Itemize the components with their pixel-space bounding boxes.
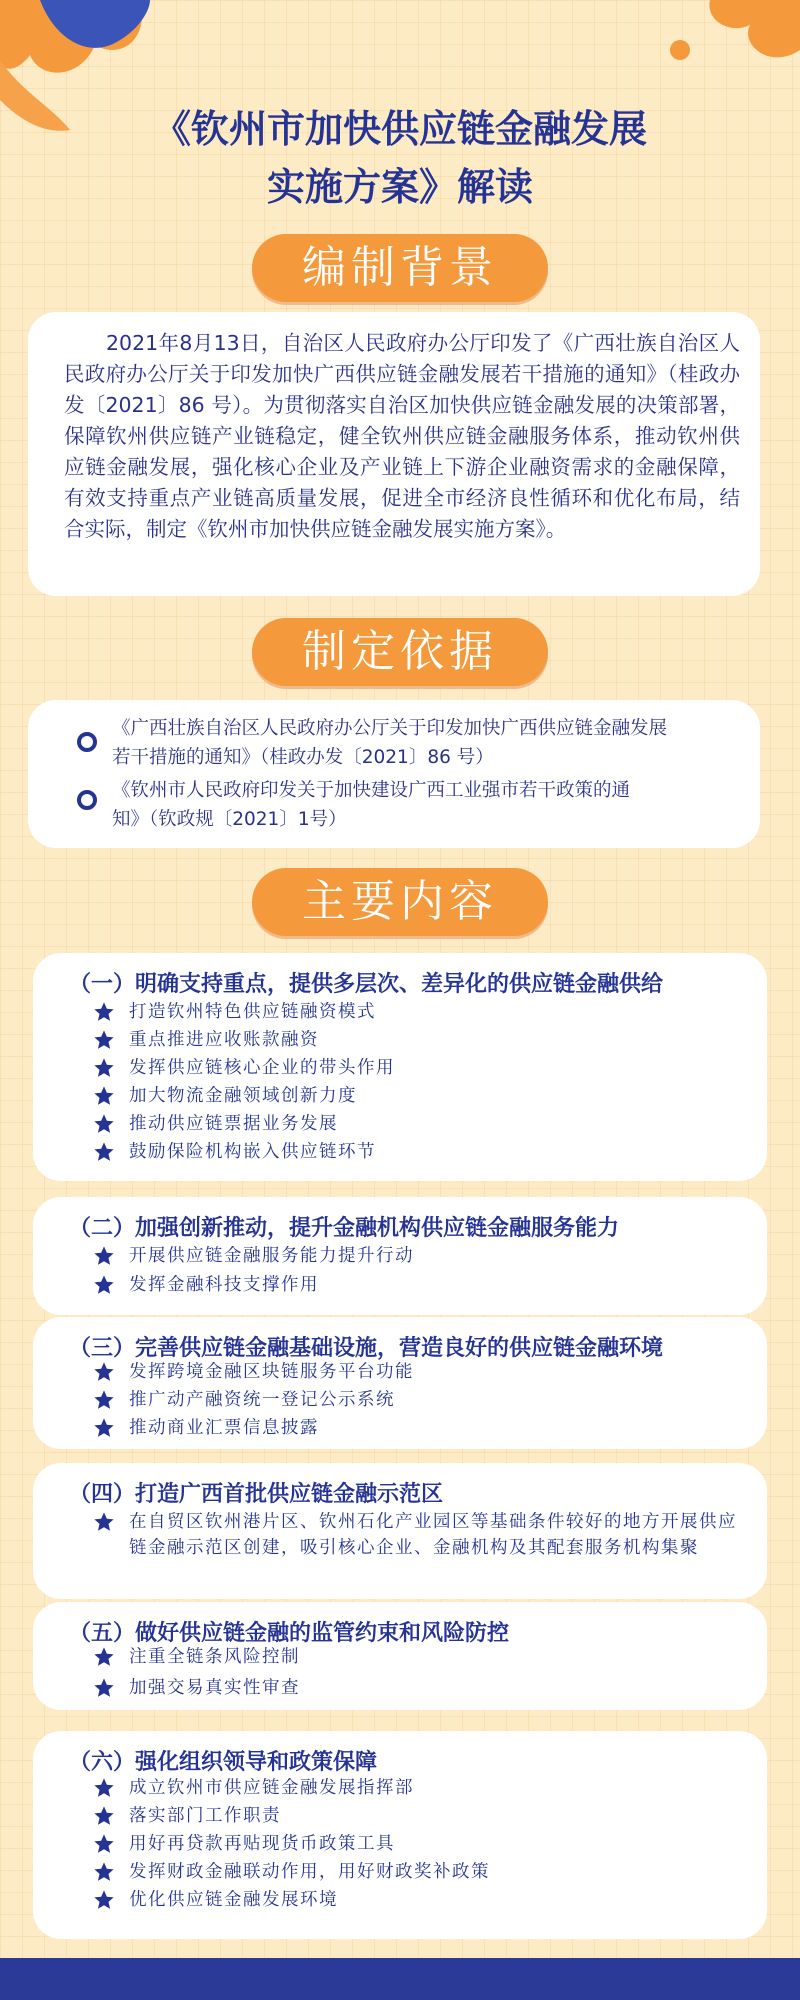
star-bullet-icon (93, 1361, 115, 1383)
content-section-card (33, 1317, 767, 1449)
content-list-item-text: 推广动产融资统一登记公示系统 (129, 1390, 395, 1410)
content-list-item-text: 用好再贷款再贴现货币政策工具 (129, 1834, 395, 1854)
footer-bar (0, 1958, 800, 2000)
section-heading-basis: 制定依据 (252, 618, 548, 686)
content-list-item-text: 发挥跨境金融区块链服务平台功能 (129, 1362, 414, 1382)
star-bullet-icon (93, 1113, 115, 1135)
star-bullet-icon (93, 1889, 115, 1911)
content-list-item-text: 发挥财政金融联动作用，用好财政奖补政策 (129, 1862, 490, 1882)
basis-item-line2: 知》（钦政规〔2021〕1号） (112, 809, 347, 830)
star-bullet-icon (93, 1057, 115, 1079)
content-list-item-text: 加强交易真实性审查 (129, 1678, 300, 1698)
ring-bullet-icon (77, 790, 97, 810)
star-bullet-icon (93, 1141, 115, 1163)
content-section-title: （五）做好供应链金融的监管约束和风险防控 (69, 1621, 510, 1646)
star-bullet-icon (93, 1861, 115, 1883)
content-list-item-text: 发挥供应链核心企业的带头作用 (129, 1058, 395, 1078)
page-title (0, 100, 800, 216)
section-heading-background: 编制背景 (252, 234, 548, 302)
star-bullet-icon (93, 1833, 115, 1855)
basis-item-text (112, 776, 732, 834)
content-section-title: （一）明确支持重点，提供多层次、差异化的供应链金融供给 (69, 972, 664, 997)
content-list-item-text: 在自贸区钦州港片区、钦州石化产业园区等基础条件较好的地方开展供应链金融示范区创建，吸引核心企业、金融机构及其配套服务机构集聚 (129, 1512, 737, 1558)
content-list-item-text: 推动商业汇票信息披露 (129, 1418, 319, 1438)
star-bullet-icon (93, 1029, 115, 1051)
basis-card (28, 700, 760, 848)
content-list-item-text: 优化供应链金融发展环境 (129, 1890, 338, 1910)
star-bullet-icon (93, 1805, 115, 1827)
content-section-card (33, 1731, 767, 1939)
content-list-item-text: 落实部门工作职责 (129, 1806, 281, 1826)
star-bullet-icon (93, 1274, 115, 1296)
content-list-item-text: 打造钦州特色供应链融资模式 (129, 1002, 376, 1022)
content-list-item-text: 重点推进应收账款融资 (129, 1030, 319, 1050)
content-section-title: （六）强化组织领导和政策保障 (69, 1750, 378, 1775)
content-section-title: （二）加强创新推动，提升金融机构供应链金融服务能力 (69, 1216, 620, 1241)
content-list-item-text: 发挥金融科技支撑作用 (129, 1275, 319, 1295)
basis-item-line2: 若干措施的通知》（桂政办发〔2021〕86 号） (112, 747, 494, 768)
background-paragraph: 2021年8月13日，自治区人民政府办公厅印发了《广西壮族自治区人民政府办公厅关于印发加快广西供应链金融发展若干措施的通知》（桂政办发〔2021〕86 号）。为贯彻落实自治区加快供应链金融发展的决策部署，保障钦州供应链产业链稳定，健全钦州供应链金融服务体系，推动钦州供应链金融发展，强化核心企业及产业链上下游企业融资需求的金融保障，有效支持重点产业链高质量发展，促进全市经济良性循环和优化布局，结合实际，制定《钦州市加快供应链金融发展实施方案》。 (64, 331, 740, 541)
background-text-card (28, 312, 760, 596)
content-section-card (33, 1197, 767, 1315)
content-list-item-text: 成立钦州市供应链金融发展指挥部 (129, 1778, 414, 1798)
content-list-item-text: 注重全链条风险控制 (129, 1647, 300, 1667)
ring-bullet-icon (77, 732, 97, 752)
content-section-card (33, 953, 767, 1181)
star-bullet-icon (93, 1417, 115, 1439)
content-section-card (33, 1463, 767, 1599)
star-bullet-icon (93, 1001, 115, 1023)
star-bullet-icon (93, 1389, 115, 1411)
content-list-item-text: 鼓励保险机构嵌入供应链环节 (129, 1142, 376, 1162)
basis-item-line1: 《广西壮族自治区人民政府办公厅关于印发加快广西供应链金融发展 (112, 718, 668, 739)
content-section-title: （三）完善供应链金融基础设施，营造良好的供应链金融环境 (69, 1336, 664, 1361)
page-title-line2: 实施方案》解读 (266, 165, 533, 209)
star-bullet-icon (93, 1777, 115, 1799)
star-bullet-icon (93, 1646, 115, 1668)
star-bullet-icon (93, 1085, 115, 1107)
basis-item-text (112, 714, 732, 772)
content-list-item-text: 开展供应链金融服务能力提升行动 (129, 1246, 414, 1266)
star-bullet-icon (93, 1677, 115, 1699)
content-list-item-text: 推动供应链票据业务发展 (129, 1114, 338, 1134)
content-section-card (33, 1602, 767, 1710)
content-section-title: （四）打造广西首批供应链金融示范区 (69, 1482, 444, 1507)
content-list-item-text: 加大物流金融领域创新力度 (129, 1086, 357, 1106)
star-bullet-icon (93, 1511, 115, 1533)
basis-item-line1: 《钦州市人民政府印发关于加快建设广西工业强市若干政策的通 (112, 780, 631, 801)
section-heading-main: 主要内容 (252, 868, 548, 936)
page-title-line1: 《钦州市加快供应链金融发展 (152, 107, 647, 151)
star-bullet-icon (93, 1245, 115, 1267)
decorative-leaves-right (640, 0, 800, 90)
